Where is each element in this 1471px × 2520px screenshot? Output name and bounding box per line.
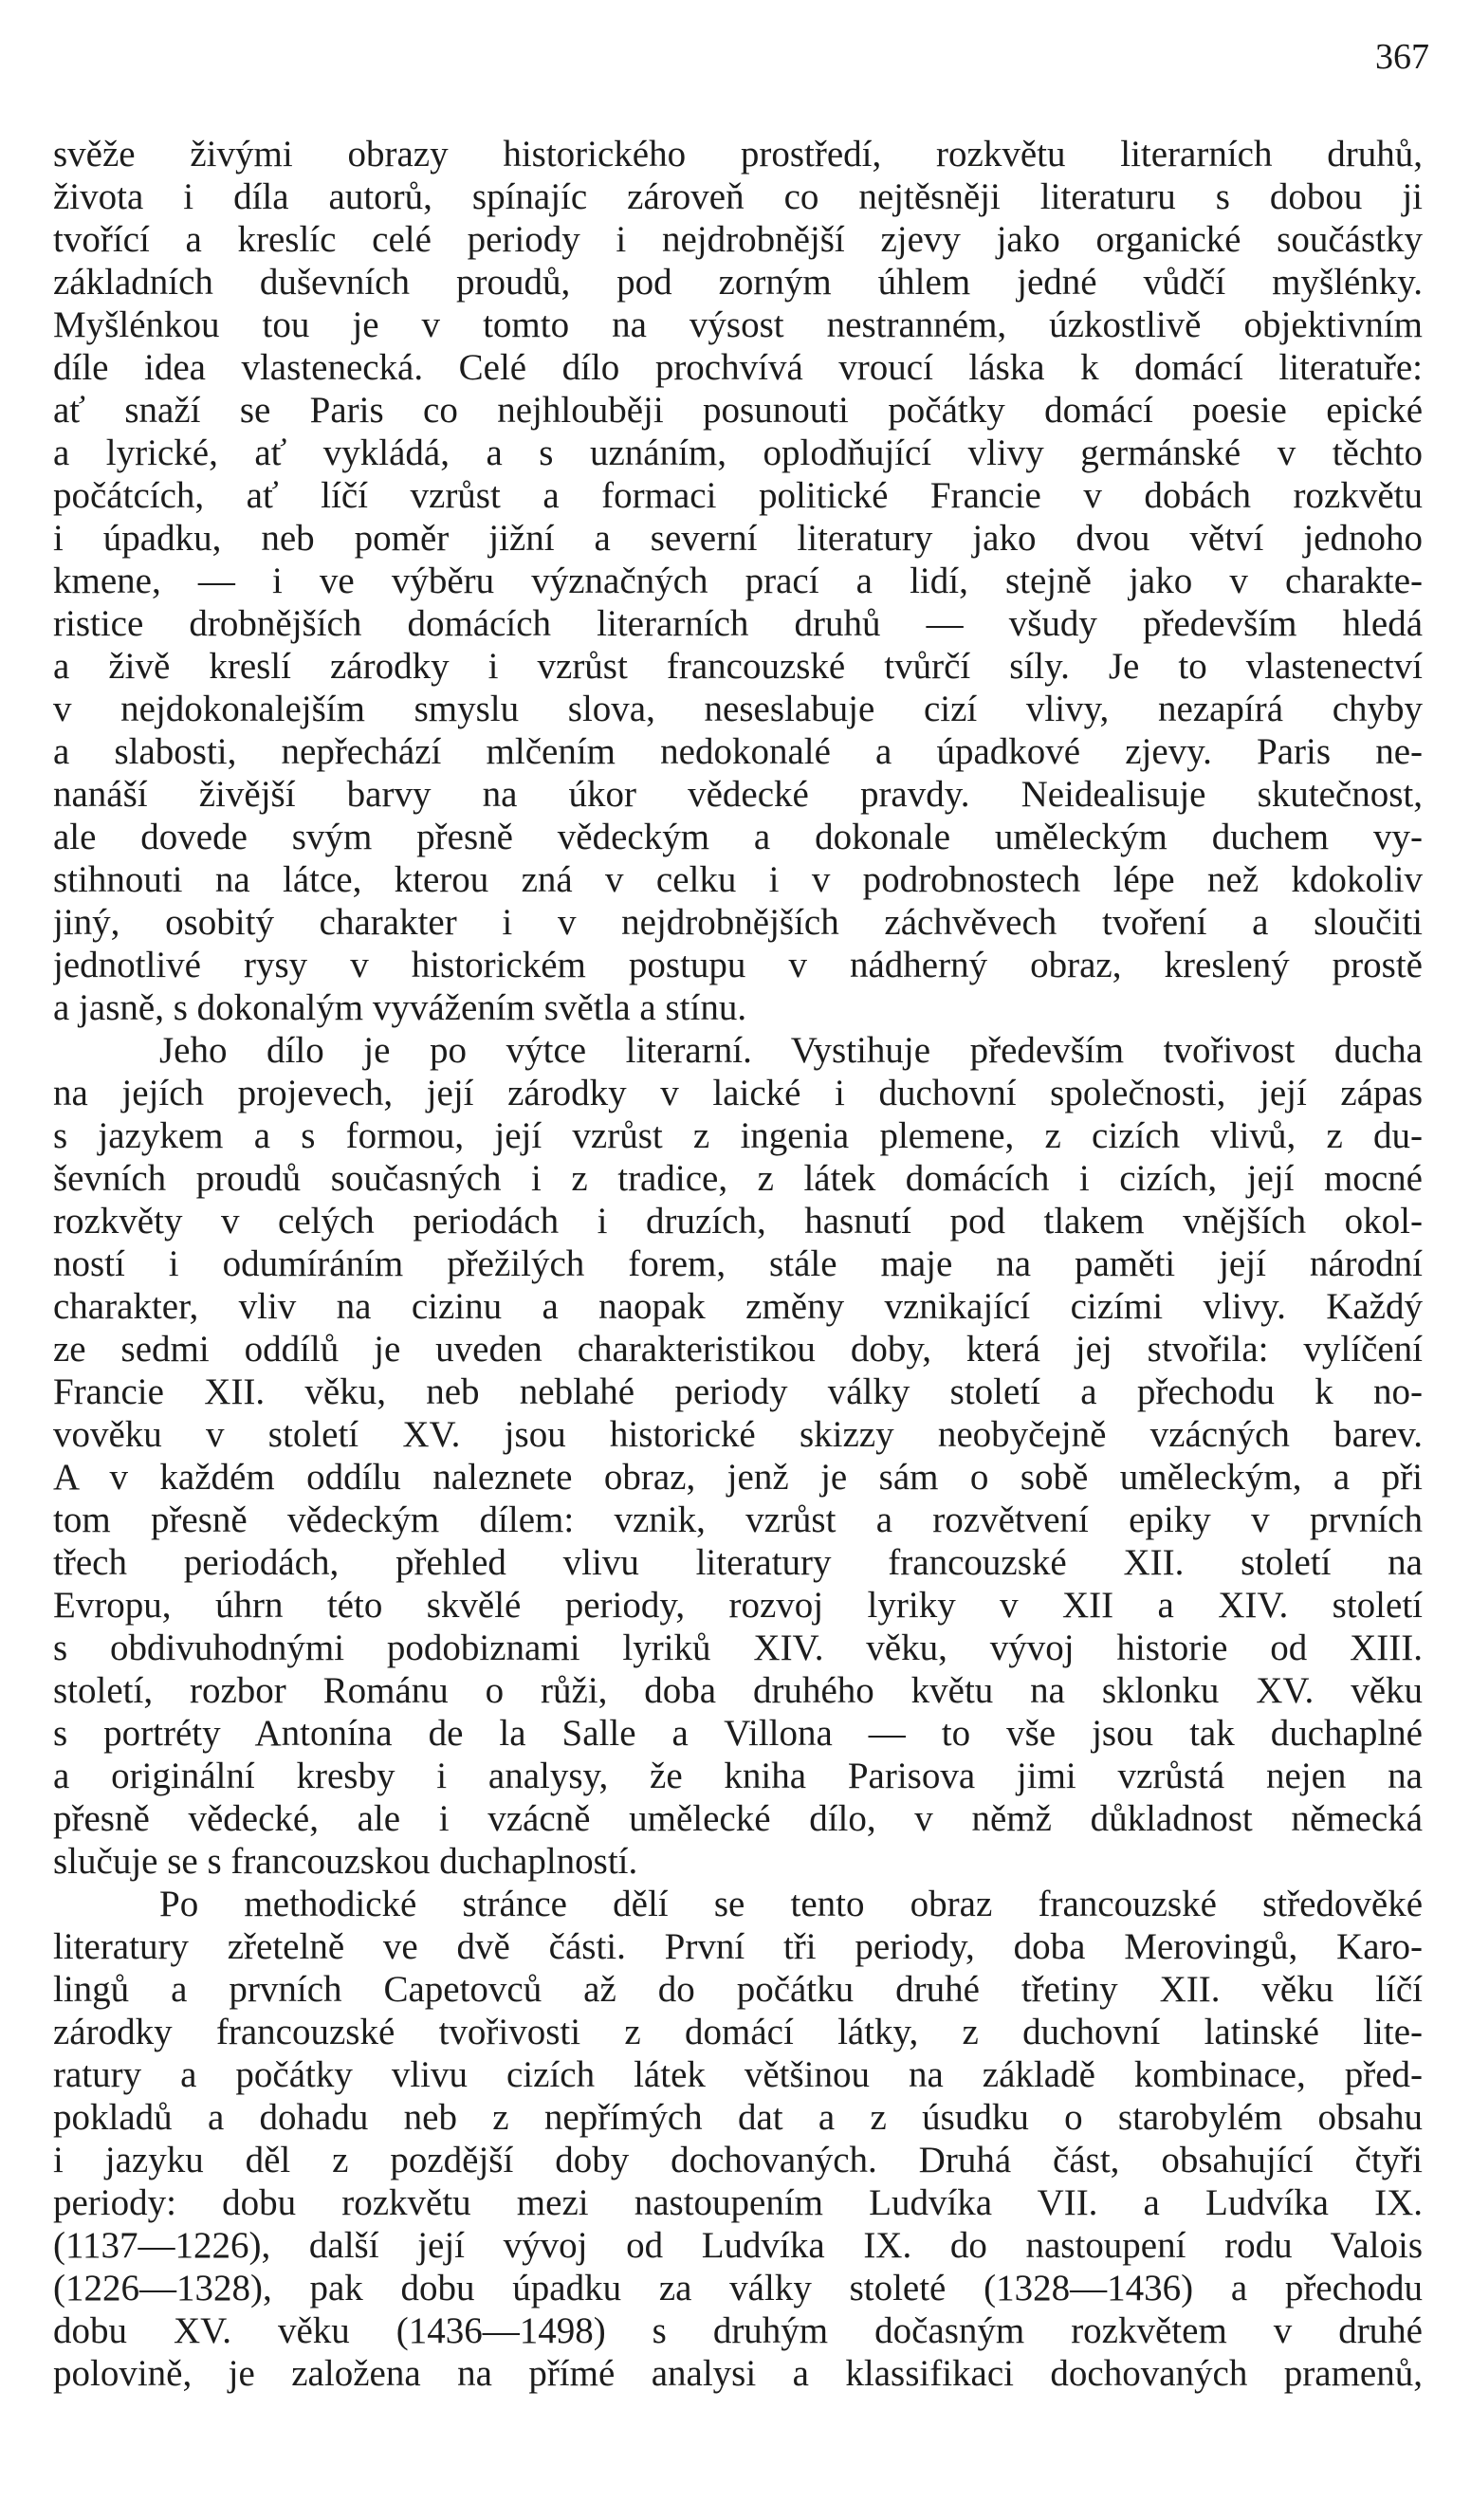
text-line: díle idea vlastenecká. Celé dílo prochvívá vroucí láska k domácí literatuře: xyxy=(53,347,1423,388)
text-line: charakter, vliv na cizinu a naopak změny vznikající cizími vlivy. Každý xyxy=(53,1286,1423,1327)
text-line: ale dovede svým přesně vědeckým a dokonale uměleckým duchem vy- xyxy=(53,817,1423,857)
text-line: Evropu, úhrn této skvělé periody, rozvoj lyriky v XII a XIV. století xyxy=(53,1585,1423,1626)
text-line: s jazykem a s formou, její vzrůst z ingenia plemene, z cizích vlivů, z du- xyxy=(53,1115,1423,1156)
text-line: počátcích, ať líčí vzrůst a formaci politické Francie v dobách rozkvětu xyxy=(53,475,1423,516)
text-line: rozkvěty v celých periodách i druzích, hasnutí pod tlakem vnějších okol- xyxy=(53,1201,1423,1242)
text-line: tvořící a kreslíc celé periody i nejdrobnější zjevy jako organické součástky xyxy=(53,219,1423,260)
text-line: i úpadku, neb poměr jižní a severní literatury jako dvou větví jednoho xyxy=(53,518,1423,559)
text-line: i jazyku děl z pozdější doby dochovaných. Druhá část, obsahující čtyři xyxy=(53,2140,1423,2180)
text-line: pokladů a dohadu neb z nepřímých dat a z úsudku o starobylém obsahu xyxy=(53,2097,1423,2138)
text-line: (1137—1226), další její vývoj od Ludvíka IX. do nastoupení rodu Valois xyxy=(53,2225,1423,2266)
text-line: základních duševních proudů, pod zorným úhlem jedné vůdčí myšlénky. xyxy=(53,262,1423,303)
text-line: Jeho dílo je po výtce literarní. Vystihuje především tvořivost ducha xyxy=(159,1030,1423,1071)
text-line: stihnouti na látce, kterou zná v celku i v podrobnostech lépe než kdokoliv xyxy=(53,859,1423,900)
text-line: svěže živými obrazy historického prostředí, rozkvětu literarních druhů, xyxy=(53,134,1423,175)
text-line: zárodky francouzské tvořivosti z domácí látky, z duchovní latinské lite- xyxy=(53,2012,1423,2052)
text-line: dobu XV. věku (1436—1498) s druhým dočasným rozkvětem v druhé xyxy=(53,2310,1423,2351)
text-line: a lyrické, ať vykládá, a s uznáním, oplodňující vlivy germánské v těchto xyxy=(53,432,1423,473)
text-line: ať snaží se Paris co nejhlouběji posunouti počátky domácí poesie epické xyxy=(53,390,1423,431)
text-line: ností i odumíráním přežilých forem, stále maje na paměti její národní xyxy=(53,1243,1423,1284)
text-line: ševních proudů současných i z tradice, z látek domácích i cizích, její mocné xyxy=(53,1158,1423,1199)
text-line: lingů a prvních Capetovců až do počátku druhé třetiny XII. věku líčí xyxy=(53,1969,1423,2010)
text-line: s obdivuhodnými podobiznami lyriků XIV. věku, vývoj historie od XIII. xyxy=(53,1628,1423,1668)
text-line: (1226—1328), pak dobu úpadku za války stoleté (1328—1436) a přechodu xyxy=(53,2268,1423,2308)
text-line: třech periodách, přehled vlivu literatury francouzské XII. století na xyxy=(53,1542,1423,1583)
text-line: ze sedmi oddílů je uveden charakteristikou doby, která jej stvořila: vylíčení xyxy=(53,1329,1423,1370)
text-line: periody: dobu rozkvětu mezi nastoupením Ludvíka VII. a Ludvíka IX. xyxy=(53,2182,1423,2223)
text-line: nanáší živější barvy na úkor vědecké pravdy. Neidealisuje skutečnost, xyxy=(53,774,1423,815)
text-line: a slabosti, nepřechází mlčením nedokonalé a úpadkové zjevy. Paris ne- xyxy=(53,731,1423,772)
text-line: kmene, — i ve výběru význačných prací a lidí, stejně jako v charakte- xyxy=(53,561,1423,601)
page-number: 367 xyxy=(1375,37,1429,77)
text-line: vověku v století XV. jsou historické skizzy neobyčejně vzácných barev. xyxy=(53,1414,1423,1455)
text-line: Myšlénkou tou je v tomto na výsost nestranném, úzkostlivě objektivním xyxy=(53,304,1423,345)
text-line: přesně vědecké, ale i vzácně umělecké dílo, v němž důkladnost německá xyxy=(53,1798,1423,1839)
text-line: a jasně, s dokonalým vyvážením světla a stínu. xyxy=(53,987,747,1028)
text-line: života i díla autorů, spínajíc zároveň co nejtěsněji literaturu s dobou ji xyxy=(53,176,1423,217)
text-line: a originální kresby i analysy, že kniha Parisova jimi vzrůstá nejen na xyxy=(53,1756,1423,1796)
text-line: a živě kreslí zárodky i vzrůst francouzské tvůrčí síly. Je to vlastenectví xyxy=(53,646,1423,687)
text-line: na jejích projevech, její zárodky v laické i duchovní společnosti, její zápas xyxy=(53,1073,1423,1113)
text-line: v nejdokonalejším smyslu slova, neseslabuje cizí vlivy, nezapírá chyby xyxy=(53,689,1423,729)
text-line: literatury zřetelně ve dvě části. První tři periody, doba Merovingů, Karo- xyxy=(53,1926,1423,1967)
text-line: ristice drobnějších domácích literarních druhů — všudy především hledá xyxy=(53,603,1423,644)
text-line: Po methodické stránce dělí se tento obraz francouzské středověké xyxy=(159,1884,1423,1924)
text-line: jiný, osobitý charakter i v nejdrobnějších záchvěvech tvoření a sloučiti xyxy=(53,902,1423,943)
text-line: ratury a počátky vlivu cizích látek většinou na základě kombinace, před- xyxy=(53,2054,1423,2095)
text-line: jednotlivé rysy v historickém postupu v nádherný obraz, kreslený prostě xyxy=(53,945,1423,985)
body-text xyxy=(53,133,1423,2395)
text-line: A v každém oddílu naleznete obraz, jenž je sám o sobě uměleckým, a při xyxy=(53,1457,1423,1498)
text-line: slučuje se s francouzskou duchaplností. xyxy=(53,1841,638,1882)
text-line: polovině, je založena na přímé analysi a klassifikaci dochovaných pramenů, xyxy=(53,2353,1423,2394)
text-line: s portréty Antonína de la Salle a Villona — to vše jsou tak duchaplné xyxy=(53,1713,1423,1754)
text-line: století, rozbor Románu o růži, doba druhého květu na sklonku XV. věku xyxy=(53,1670,1423,1711)
text-line: tom přesně vědeckým dílem: vznik, vzrůst a rozvětvení epiky v prvních xyxy=(53,1499,1423,1540)
text-line: Francie XII. věku, neb neblahé periody války století a přechodu k no- xyxy=(53,1371,1423,1412)
